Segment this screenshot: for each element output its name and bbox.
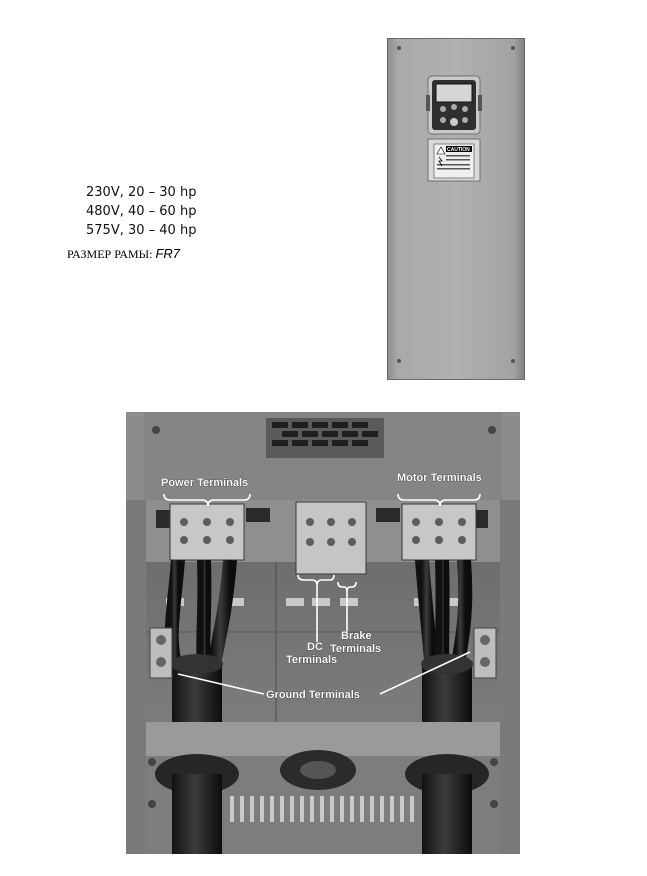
brake-terminals-label-line2: Terminals: [330, 643, 382, 655]
frame-size-label: РАЗМЕР РАМЫ:: [67, 247, 153, 261]
terminal-area-photo: [126, 412, 520, 854]
power-ratings: [86, 183, 196, 240]
brake-terminals-label-line1: Brake: [341, 630, 372, 642]
rating-480v: 480V, 40 – 60 hp: [86, 204, 197, 219]
rating-575v: 575V, 30 – 40 hp: [86, 223, 197, 238]
dc-terminals-label-line2: Terminals: [286, 654, 338, 666]
ground-terminals-label: Ground Terminals: [266, 689, 360, 701]
motor-terminals-label: Motor Terminals: [397, 472, 482, 484]
caution-label: CAUTION: [447, 147, 470, 153]
frame-size: [67, 246, 180, 262]
rating-230v: 230V, 20 – 30 hp: [86, 185, 197, 200]
dc-terminals-label-line1: DC: [307, 641, 323, 653]
drive-enclosure-photo: [387, 38, 525, 380]
power-terminals-label: Power Terminals: [161, 477, 249, 489]
frame-size-code: FR7: [155, 246, 181, 261]
